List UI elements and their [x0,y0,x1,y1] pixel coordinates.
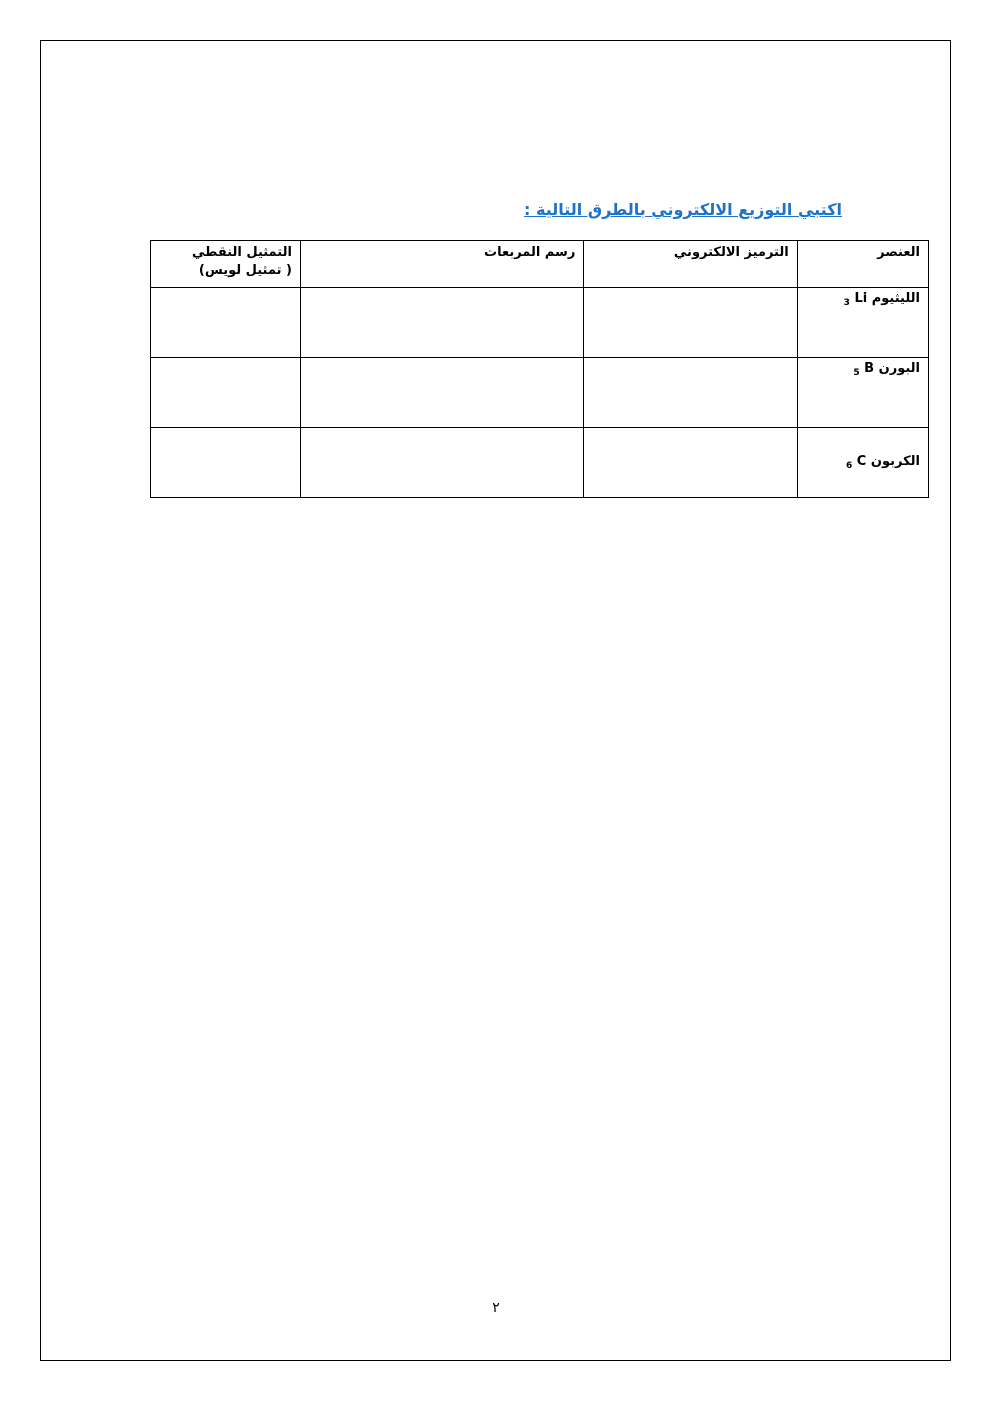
atomic-number: 3 [843,298,850,308]
table-row-boron [151,358,929,428]
element-name: الكربون [870,454,920,469]
symbol-text: C [856,454,867,469]
lewis-answer-cell[interactable] [151,288,301,358]
element-symbol [844,291,868,308]
header-lewis-dot [151,241,301,288]
symbol-text: B [864,361,875,376]
header-electron-notation: الترميز الالكتروني [584,241,797,288]
header-element: العنصر [797,241,928,288]
atomic-number: 6 [846,461,853,471]
boxes-answer-cell[interactable] [300,288,583,358]
page-frame [40,40,951,1361]
boxes-answer-cell[interactable] [300,358,583,428]
element-name: البورن [878,361,920,376]
element-symbol [853,361,874,378]
element-name: الليثيوم [871,291,920,306]
element-cell-carbon [797,428,928,498]
header-lewis-line1: التمثيل النقطي [192,245,292,260]
atomic-number: 5 [853,368,860,378]
worksheet-heading: اكتبي التوزيع الالكتروني بالطرق التالية : [524,200,842,219]
page-number: ٢ [492,1300,500,1316]
symbol-text: Li [854,291,868,306]
header-orbital-boxes: رسم المربعات [300,241,583,288]
lewis-answer-cell[interactable] [151,428,301,498]
table-header-row [151,241,929,288]
element-cell-boron [797,358,928,428]
element-symbol [846,454,866,471]
notation-answer-cell[interactable] [584,428,797,498]
boxes-answer-cell[interactable] [300,428,583,498]
table-row-carbon [151,428,929,498]
notation-answer-cell[interactable] [584,358,797,428]
notation-answer-cell[interactable] [584,288,797,358]
lewis-answer-cell[interactable] [151,358,301,428]
table-row-lithium [151,288,929,358]
element-cell-lithium [797,288,928,358]
header-lewis-line2: ( تمثيل لويس) [198,263,292,278]
electron-configuration-table [150,240,929,498]
